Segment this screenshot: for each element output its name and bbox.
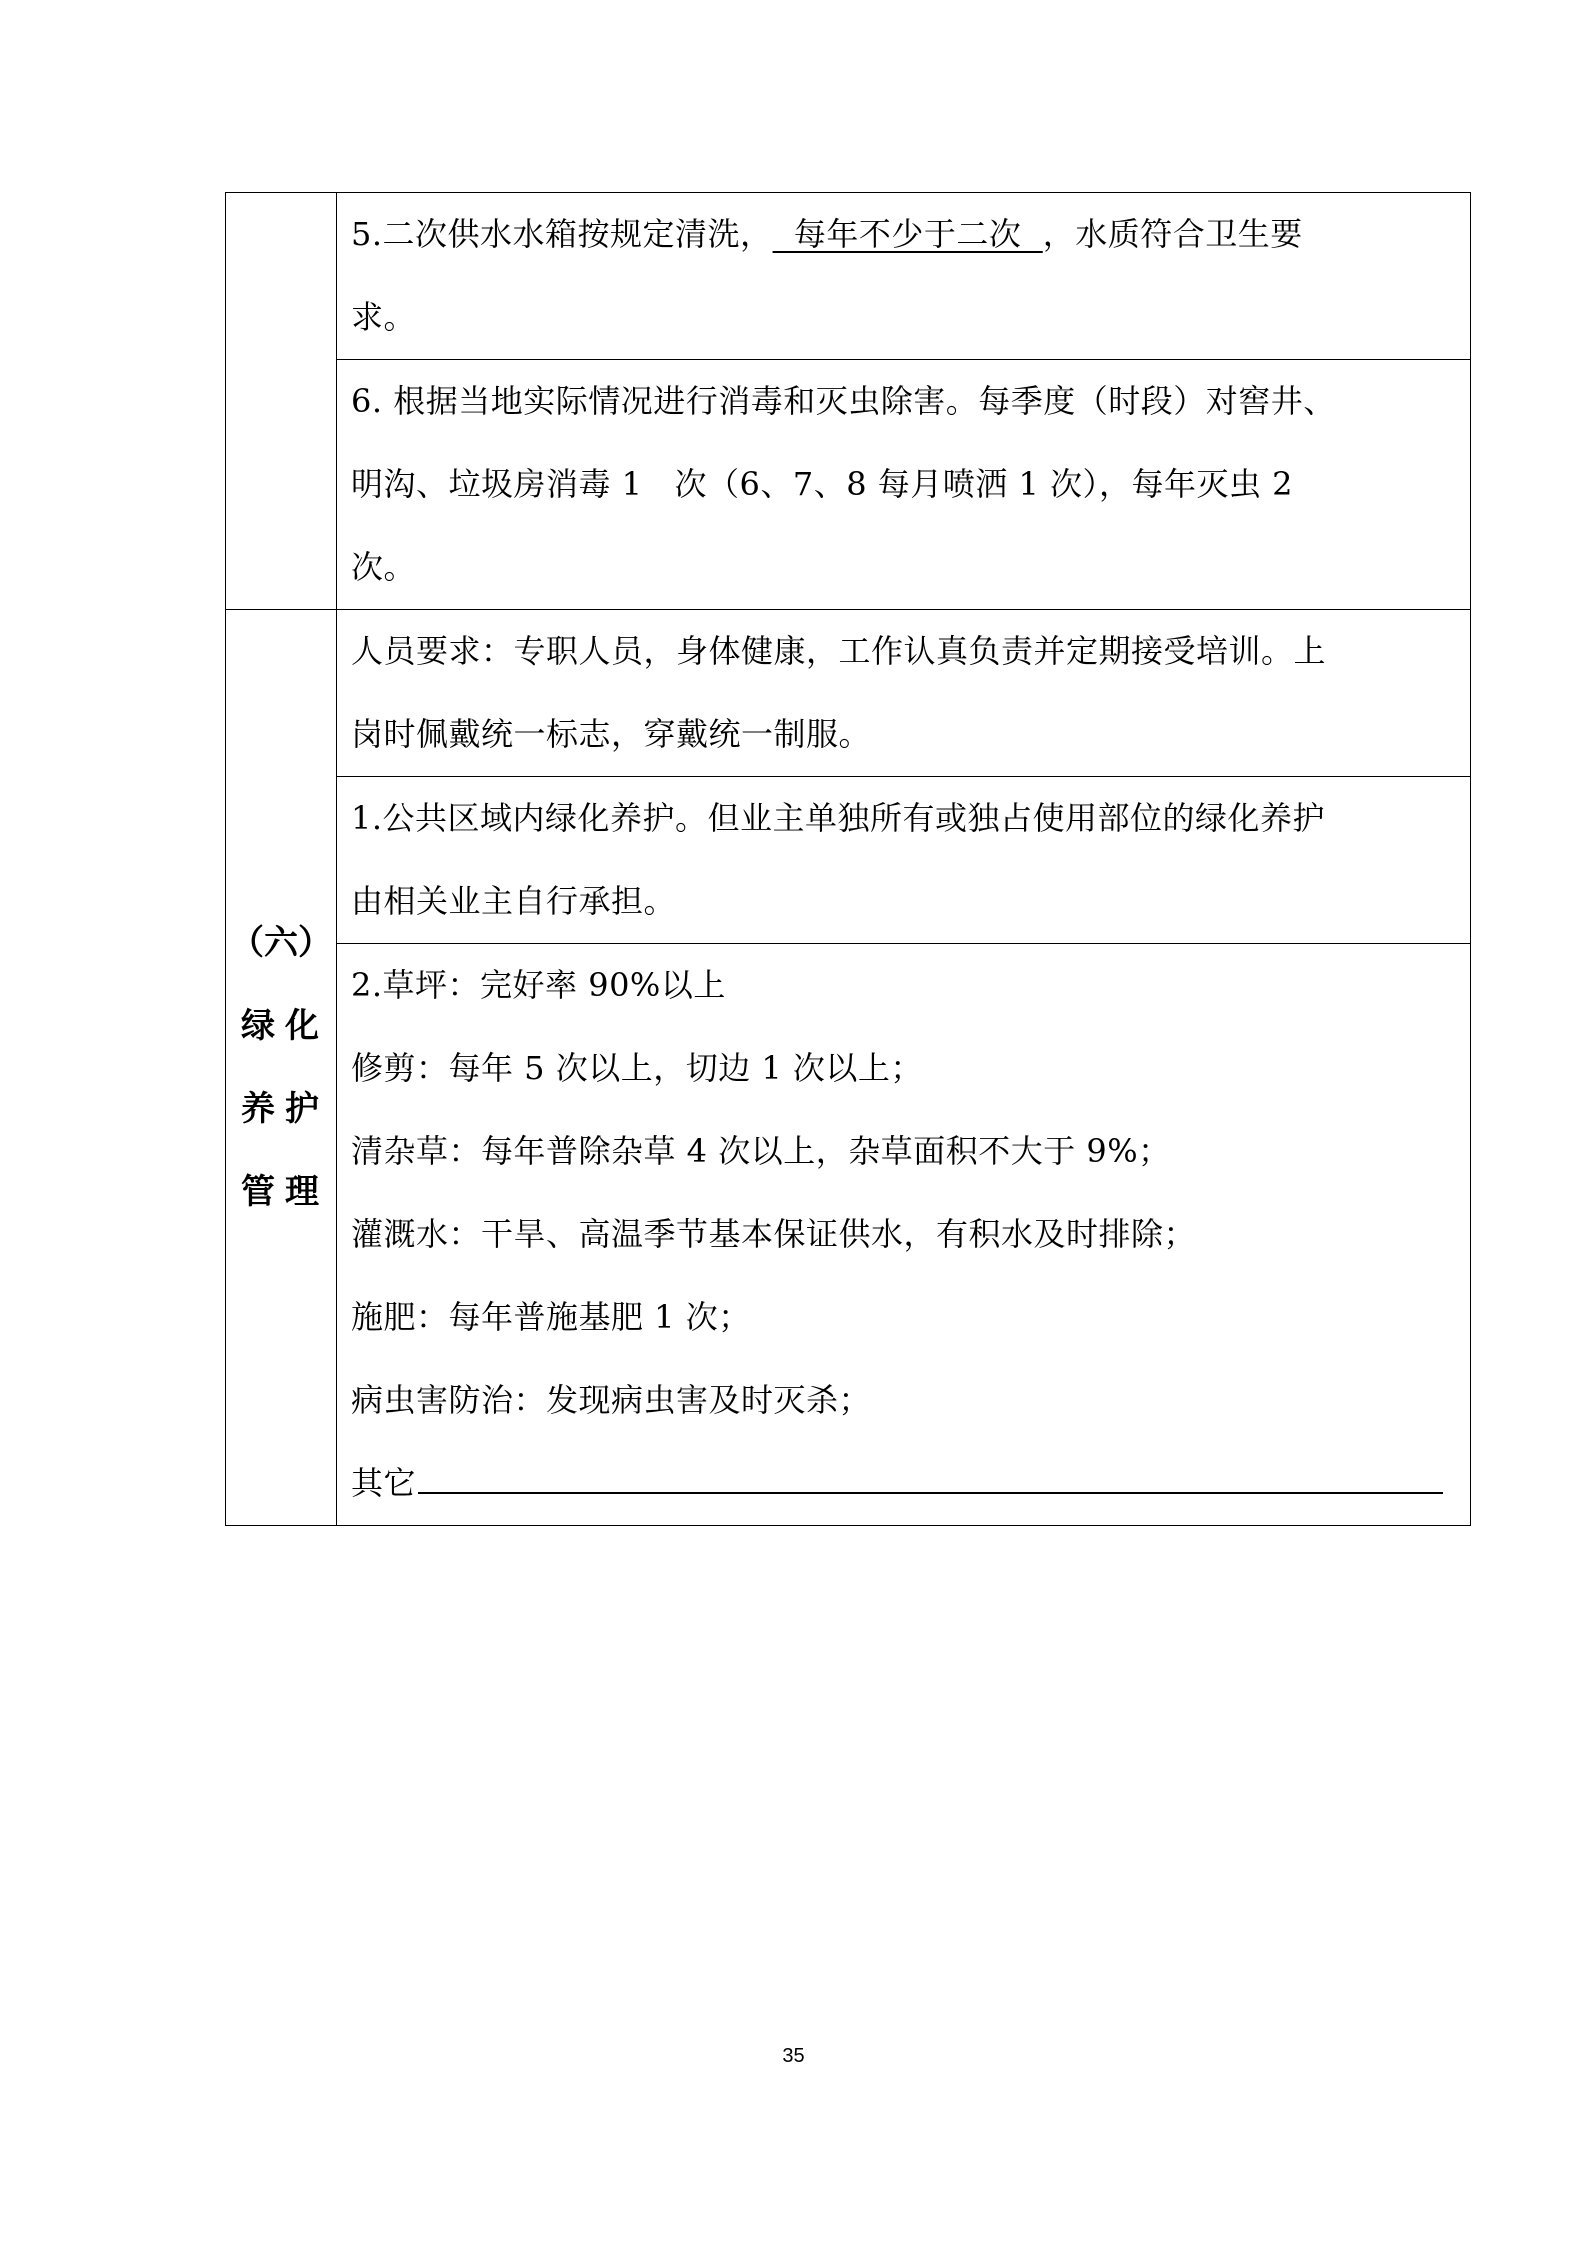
text-line: 1.公共区域内绿化养护。但业主单独所有或独占使用部位的绿化养护 (351, 799, 1326, 837)
text-line: 求。 (351, 298, 417, 336)
text-line: 灌溉水：干旱、高温季节基本保证供水，有积水及时排除； (351, 1215, 1197, 1253)
underlined-value: 每年不少于二次 (772, 215, 1043, 253)
content-cell (337, 610, 1471, 777)
cell-text (337, 777, 1470, 943)
table-row (226, 610, 1471, 777)
text-line: 由相关业主自行承担。 (351, 882, 677, 920)
cell-text (337, 360, 1470, 609)
table-row (226, 777, 1471, 944)
section-label-cell-empty (226, 193, 337, 610)
section-label-line: 管理 (241, 1171, 329, 1212)
section-label-line: 绿化 (241, 1005, 329, 1046)
section-label-line: （六） (230, 922, 332, 963)
text-line: 施肥：每年普施基肥 1 次； (351, 1298, 751, 1336)
page-number: 35 (782, 2045, 805, 2067)
text-line (351, 193, 1456, 276)
table-row (226, 193, 1471, 360)
cell-text (337, 610, 1470, 776)
section-label-cell (226, 610, 337, 1526)
text-line: 2.草坪：完好率 90%以上 (351, 966, 726, 1004)
content-cell (337, 193, 1471, 360)
text-segment: ，水质符合卫生要 (1042, 215, 1303, 253)
text-segment: 5.二次供水水箱按规定清洗， (351, 215, 773, 253)
text-line: 人员要求：专职人员，身体健康，工作认真负责并定期接受培训。上 (351, 632, 1327, 670)
text-line: 次。 (351, 548, 417, 586)
text-line: 6. 根据当地实际情况进行消毒和灭虫除害。每季度（时段）对窖井、 (351, 382, 1336, 420)
service-standard-table (225, 192, 1471, 1526)
text-line: 岗时佩戴统一标志，穿戴统一制服。 (351, 715, 872, 753)
cell-text (337, 193, 1470, 359)
text-line: 清杂草：每年普除杂草 4 次以上，杂草面积不大于 9%； (351, 1132, 1171, 1170)
content-cell (337, 944, 1471, 1526)
table-row (226, 360, 1471, 610)
text-line: 病虫害防治：发现病虫害及时灭杀； (351, 1381, 872, 1419)
section-label-line: 养护 (241, 1088, 329, 1129)
text-line: 明沟、垃圾房消毒 1 次（6、7、8 每月喷洒 1 次），每年灭虫 2 (351, 465, 1294, 503)
content-cell (337, 777, 1471, 944)
table-row (226, 944, 1471, 1526)
text-line (351, 1442, 1456, 1525)
text-line: 修剪：每年 5 次以上，切边 1 次以上； (351, 1049, 923, 1087)
content-cell (337, 360, 1471, 610)
cell-text (337, 944, 1470, 1525)
blank-underline (418, 1470, 1443, 1494)
other-label: 其它 (351, 1464, 417, 1502)
section-label (226, 902, 336, 1234)
